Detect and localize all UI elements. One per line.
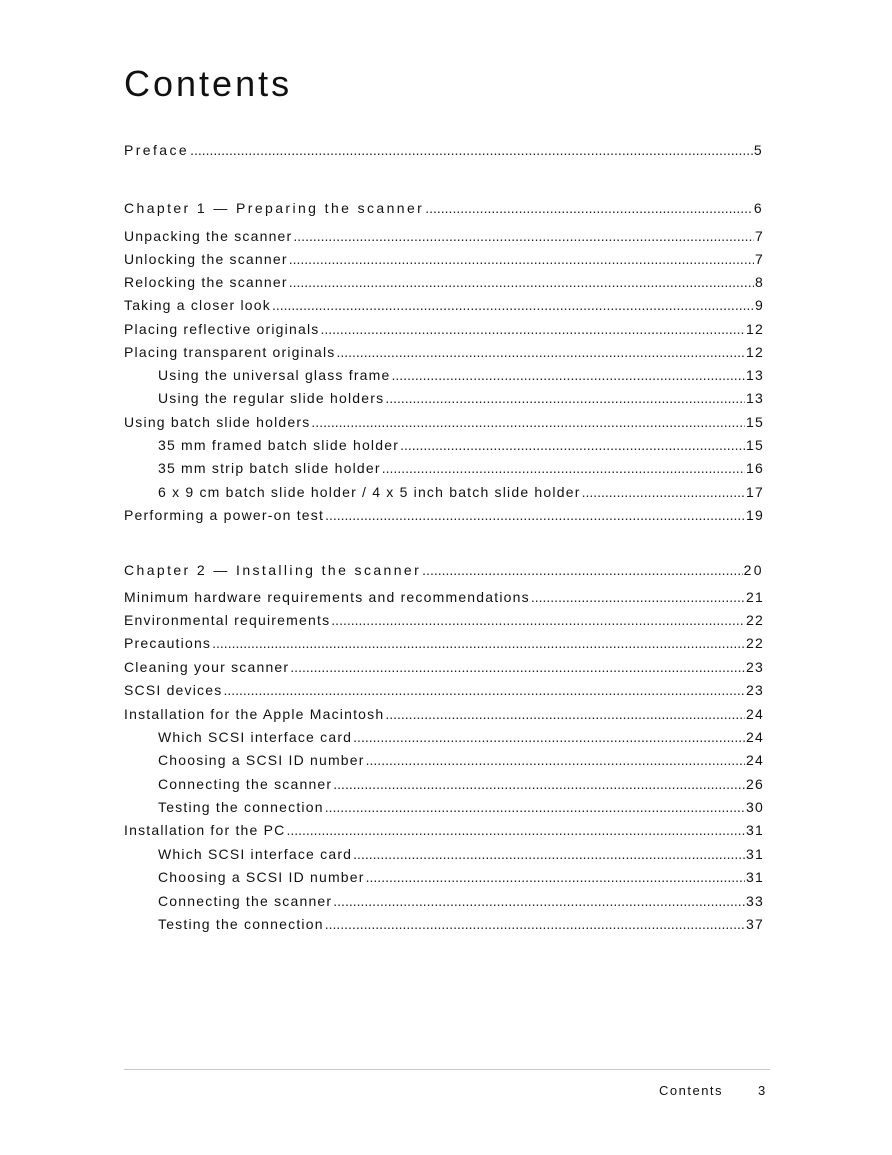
dot-leader: [286, 820, 745, 840]
toc-entry[interactable]: [124, 412, 764, 432]
toc-entry-page: 8: [755, 274, 764, 290]
toc-entry-page: 31: [746, 869, 764, 885]
toc-entry-page: 16: [746, 460, 764, 476]
dot-leader: [336, 342, 745, 362]
toc-entry-page: 13: [746, 390, 764, 406]
toc-entry-page: 30: [746, 799, 764, 815]
toc-entry-title: Chapter 2 — Installing the scanner: [124, 562, 422, 578]
toc-entry-page: 24: [746, 729, 764, 745]
toc-entry-title: Environmental requirements: [124, 612, 331, 628]
toc-entry[interactable]: [124, 249, 764, 269]
toc-entry-page: 15: [746, 414, 764, 430]
toc-subentry[interactable]: [158, 774, 764, 794]
toc-subentry[interactable]: [158, 388, 764, 408]
toc-entry-page: 13: [746, 367, 764, 383]
dot-leader: [325, 914, 745, 934]
toc-subentry[interactable]: [158, 750, 764, 770]
page-title: Contents: [124, 63, 293, 104]
toc-entry[interactable]: [124, 272, 764, 292]
toc-entry-page: 6: [753, 200, 764, 216]
dot-leader: [289, 249, 754, 269]
toc-entry-title: Using batch slide holders: [124, 414, 311, 430]
toc-entry-page: 23: [746, 659, 764, 675]
toc-subentry[interactable]: [158, 891, 764, 911]
toc-entry-title: Connecting the scanner: [158, 893, 333, 909]
footer-page-number: 3: [758, 1083, 767, 1098]
toc-subentry[interactable]: [158, 482, 764, 502]
toc-subentry[interactable]: [158, 435, 764, 455]
toc-entry-page: 12: [746, 321, 764, 337]
toc-entry-page: 19: [746, 507, 764, 523]
toc-entry-page: 24: [746, 706, 764, 722]
dot-leader: [320, 319, 745, 339]
dot-leader: [290, 657, 745, 677]
toc-entry[interactable]: [124, 610, 764, 630]
dot-leader: [293, 226, 754, 246]
toc-subentry[interactable]: [158, 844, 764, 864]
dot-leader: [289, 272, 754, 292]
dot-leader: [400, 435, 745, 455]
toc-entry-page: 33: [746, 893, 764, 909]
toc-entry[interactable]: [124, 633, 764, 653]
dot-leader: [385, 388, 745, 408]
toc-entry[interactable]: [124, 505, 764, 525]
dot-leader: [212, 633, 745, 653]
toc-subentry[interactable]: [158, 914, 764, 934]
toc-subentry[interactable]: [158, 727, 764, 747]
toc-entry-title: Using the regular slide holders: [158, 390, 385, 406]
toc-entry[interactable]: [124, 680, 764, 700]
toc-chapter-1-heading[interactable]: [124, 198, 764, 218]
toc-entry[interactable]: [124, 587, 764, 607]
toc-subentry[interactable]: [158, 365, 764, 385]
toc-entry-title: Installation for the Apple Macintosh: [124, 706, 385, 722]
toc-entry-title: SCSI devices: [124, 682, 223, 698]
toc-entry-title: Preface: [124, 142, 190, 158]
footer-divider: [124, 1069, 770, 1070]
toc-entry-page: 15: [746, 437, 764, 453]
dot-leader: [311, 412, 745, 432]
toc-entry-preface[interactable]: [124, 140, 764, 160]
toc-entry-title: Unpacking the scanner: [124, 228, 293, 244]
toc-entry-title: Which SCSI interface card: [158, 846, 353, 862]
toc-entry-page: 7: [755, 228, 764, 244]
toc-entry-title: Connecting the scanner: [158, 776, 333, 792]
toc-entry-title: Choosing a SCSI ID number: [158, 752, 365, 768]
dot-leader: [272, 295, 754, 315]
dot-leader: [531, 587, 745, 607]
toc-entry-page: 22: [746, 635, 764, 651]
toc-entry-title: Precautions: [124, 635, 212, 651]
toc-entry-title: Relocking the scanner: [124, 274, 288, 290]
toc-entry-title: Performing a power-on test: [124, 507, 325, 523]
toc-subentry[interactable]: [158, 867, 764, 887]
dot-leader: [422, 560, 742, 580]
toc-entry-title: Choosing a SCSI ID number: [158, 869, 365, 885]
dot-leader: [425, 198, 753, 218]
dot-leader: [392, 365, 746, 385]
toc-entry-title: Cleaning your scanner: [124, 659, 290, 675]
toc-entry[interactable]: [124, 342, 764, 362]
dot-leader: [325, 797, 745, 817]
toc-entry-title: Minimum hardware requirements and recommendations: [124, 589, 530, 605]
toc-entry-title: Installation for the PC: [124, 822, 286, 838]
toc-entry-page: 24: [746, 752, 764, 768]
toc-subentry[interactable]: [158, 797, 764, 817]
toc-entry[interactable]: [124, 319, 764, 339]
toc-entry-title: Using the universal glass frame: [158, 367, 391, 383]
dot-leader: [325, 505, 745, 525]
toc-entry-title: Unlocking the scanner: [124, 251, 288, 267]
toc-entry-page: 5: [753, 142, 764, 158]
toc-entry-title: 35 mm strip batch slide holder: [158, 460, 381, 476]
dot-leader: [353, 844, 745, 864]
toc-entry[interactable]: [124, 295, 764, 315]
toc-entry-page: 31: [746, 846, 764, 862]
toc-entry[interactable]: [124, 657, 764, 677]
toc-entry-title: Chapter 1 — Preparing the scanner: [124, 200, 425, 216]
toc-entry-page: 21: [746, 589, 764, 605]
toc-entry-title: 6 x 9 cm batch slide holder / 4 x 5 inch batch slide holder: [158, 484, 581, 500]
toc-entry-page: 37: [746, 916, 764, 932]
dot-leader: [385, 704, 745, 724]
dot-leader: [331, 610, 745, 630]
toc-entry[interactable]: [124, 226, 764, 246]
toc-entry-page: 31: [746, 822, 764, 838]
toc-entry-title: Which SCSI interface card: [158, 729, 353, 745]
dot-leader: [333, 891, 745, 911]
toc-entry-title: Testing the connection: [158, 916, 324, 932]
toc-chapter-2-heading[interactable]: [124, 560, 764, 580]
dot-leader: [366, 750, 745, 770]
dot-leader: [333, 774, 745, 794]
dot-leader: [223, 680, 745, 700]
toc-entry-page: 23: [746, 682, 764, 698]
toc-entry[interactable]: [124, 820, 764, 840]
toc-entry-page: 9: [755, 297, 764, 313]
toc-subentry[interactable]: [158, 458, 764, 478]
dot-leader: [382, 458, 745, 478]
toc-entry-title: Testing the connection: [158, 799, 324, 815]
toc-entry-title: 35 mm framed batch slide holder: [158, 437, 400, 453]
dot-leader: [353, 727, 745, 747]
toc-entry[interactable]: [124, 704, 764, 724]
toc-entry-page: 17: [746, 484, 764, 500]
toc-entry-title: Placing transparent originals: [124, 344, 336, 360]
toc-entry-title: Taking a closer look: [124, 297, 271, 313]
dot-leader: [190, 140, 753, 160]
footer-section-label: Contents: [659, 1083, 724, 1098]
toc-entry-page: 12: [746, 344, 764, 360]
dot-leader: [366, 867, 745, 887]
toc-entry-title: Placing reflective originals: [124, 321, 320, 337]
toc-entry-page: 20: [743, 562, 764, 578]
toc-entry-page: 7: [755, 251, 764, 267]
toc-entry-page: 22: [746, 612, 764, 628]
dot-leader: [582, 482, 745, 502]
toc-entry-page: 26: [746, 776, 764, 792]
